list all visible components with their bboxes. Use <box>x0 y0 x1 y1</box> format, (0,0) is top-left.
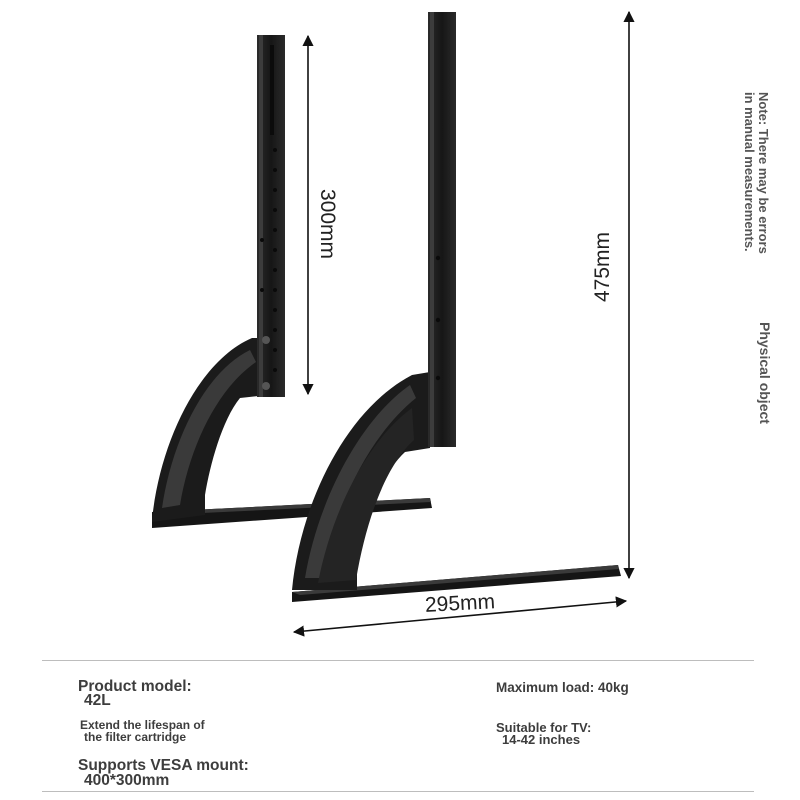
spec-label: Suitable for TV: <box>496 720 592 735</box>
spec-value: 42L <box>84 692 111 709</box>
physical-object-label: Physical object <box>757 322 773 424</box>
spec-line-1: Extend the lifespan of <box>80 718 205 732</box>
spec-label: Supports VESA mount: <box>78 757 249 774</box>
spec-line-2: the filter cartridge <box>84 730 187 744</box>
divider <box>42 660 754 661</box>
dimension-label-300: 300mm <box>316 188 340 260</box>
note-line-2: in manual measurements. <box>742 92 757 252</box>
spec-vesa <box>78 758 249 788</box>
front-stand <box>292 12 621 602</box>
dimension-label-295: 295mm <box>424 590 496 617</box>
spec-lifespan <box>80 719 205 743</box>
dimension-label-475: 475mm <box>591 231 615 303</box>
spec-label: Product model: <box>78 678 192 695</box>
note-line-1: Note: There may be errors <box>756 92 771 254</box>
divider <box>42 791 754 792</box>
measurement-note <box>742 92 770 254</box>
spec-value: 14-42 inches <box>502 732 581 747</box>
spec-value: 400*300mm <box>84 772 170 789</box>
spec-product-model <box>78 680 192 708</box>
spec-suitable-tv <box>496 722 591 746</box>
spec-max-load: Maximum load: 40kg <box>496 680 629 695</box>
